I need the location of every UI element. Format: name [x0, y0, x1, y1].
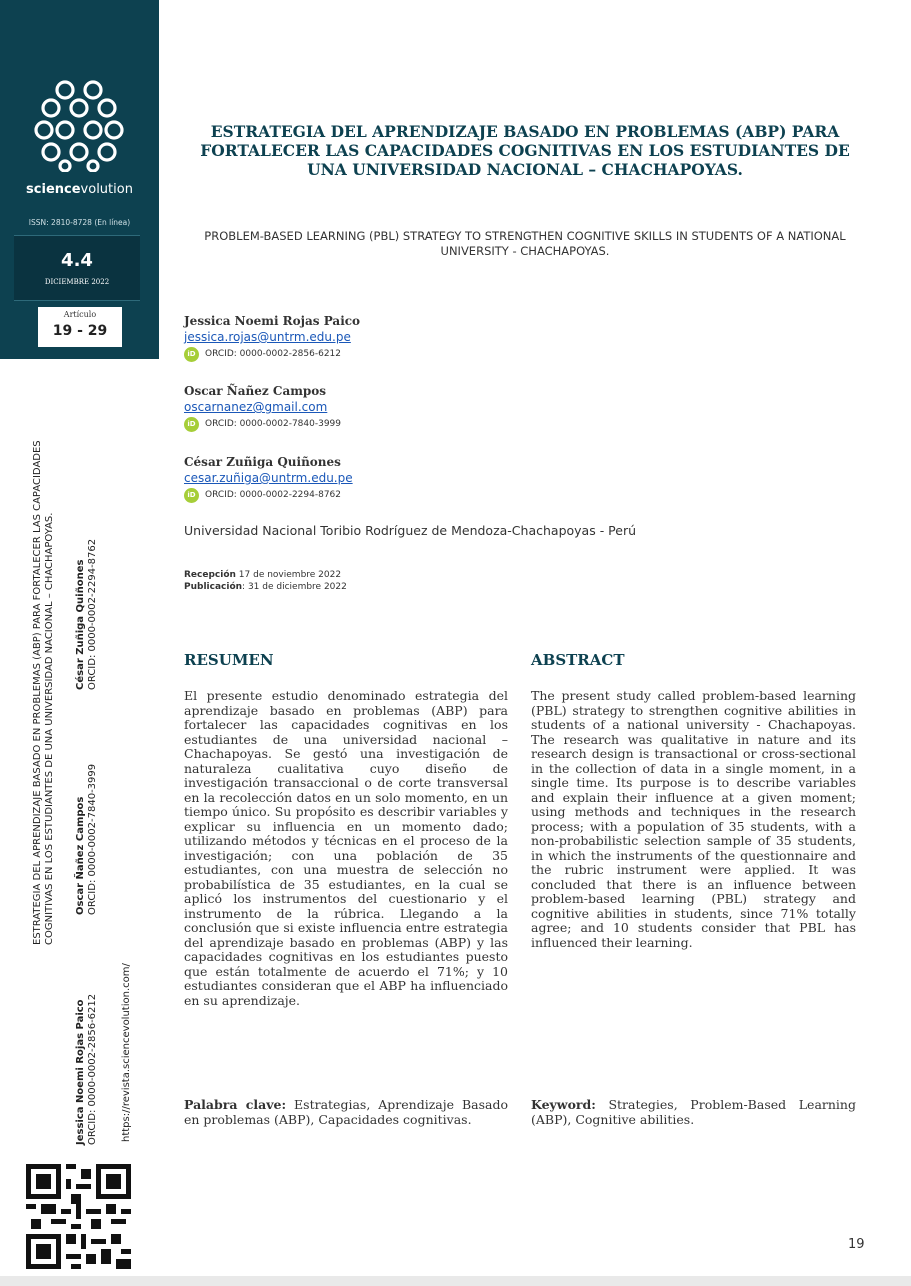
abstract-text: The present study called problem-based learning (PBL) strategy to strengthen cognitive abilities in students of a national university - Chachapoyas. The research was qualitative in nature and its research design is transactional or cross-sectional in the collection of data in a single moment, in a single time. Its purpose is to describe variables and explain their influence at a given moment; using methods and techniques in the research process; with a population of 35 students, with a non-probabilistic selection sample of 35 students, in which the instruments of the questionnaire and the rubric instrument were applied. It was concluded that there is an influence between problem-based learning (PBL) strategy and cognitive abilities in students, since 71% totally agree; and 10 students consider that PBL has influenced their learning. [531, 688, 856, 950]
resumen-text: El presente estudio denominado estrategia del aprendizaje basado en problemas (ABP) para fortalecer las capacidades cognitivas en los estudiantes de una universidad nacional – Chachapoyas. Se gestó una investigación de naturaleza cualitativa cuyo diseño de investigación transaccional o de corte transversal en la recolección datos en un solo momento, en un tiempo único. Su propósito es describir variables y explicar su influencia en un momento dado; utilizando métodos y técnicas en el proceso de la investigación; con una población de 35 estudiantes, con una muestra de selección no probabilística de 35 estudiantes, en la cual se aplicó los instrumentos del cuestionario y el instrumento de la rúbrica. Llegando a la conclusión que si existe influencia entre estrategia del aprendizaje basado en problemas (ABP) y las capacidades cognitivas en los estudiantes puesto que están totalmente de acuerdo el 71%; y 10 estudiantes consideran que el ABP ha influenciado en su aprendizaje. [184, 688, 508, 1008]
abstract-heading: ABSTRACT [531, 651, 625, 669]
author-name: Jessica Noemi Rojas Paico [184, 314, 361, 328]
affiliation: Universidad Nacional Toribio Rodríguez de Mendoza-Chachapoyas - Perú [184, 523, 637, 538]
author-orcid: iD ORCID: 0000-0002-2294-8762 [184, 487, 353, 503]
vertical-author-name: Oscar Ñañez Campos [75, 796, 86, 915]
author-name: Oscar Ñañez Campos [184, 384, 327, 398]
author-email-link[interactable]: cesar.zuñiga@untrm.edu.pe [184, 471, 353, 485]
paper-title: ESTRATEGIA DEL APRENDIZAJE BASADO EN PROBLEMAS (ABP) PARA FORTALECER LAS CAPACIDADES COGNITIVAS EN LOS ESTUDIANTES DE UNA UNIVERSIDAD NACIONAL – CHACHAPOYAS. [200, 122, 850, 179]
volume-box [14, 235, 140, 301]
author-block [184, 383, 341, 432]
volume-number: 4.4 [61, 250, 93, 271]
resumen-heading: RESUMEN [184, 651, 274, 669]
vertical-author-orcid: ORCID: 0000-0002-2294-8762 [87, 538, 98, 690]
article-pages: 19 - 29 [52, 323, 108, 339]
journal-url[interactable]: https://revista.sciencevolution.com/ [121, 963, 132, 1142]
orcid-icon[interactable]: iD [184, 417, 199, 432]
author-block [184, 454, 353, 503]
article-label: Artículo [63, 310, 97, 319]
orcid-icon[interactable]: iD [184, 488, 199, 503]
page-number: 19 [848, 1237, 865, 1252]
journal-sidebar [0, 0, 159, 359]
orcid-icon[interactable]: iD [184, 347, 199, 362]
author-block [184, 313, 360, 362]
author-name: César Zuñiga Quiñones [184, 455, 341, 469]
vertical-title-line-2: COGNITIVAS EN LOS ESTUDIANTES DE UNA UNIVERSIDAD NACIONAL – CHACHAPOYAS. [44, 512, 55, 945]
vertical-title-line-1: ESTRATEGIA DEL APRENDIZAJE BASADO EN PROBLEMAS (ABP) PARA FORTALECER LAS CAPACIDADES [32, 440, 43, 945]
paper-subtitle: PROBLEM-BASED LEARNING (PBL) STRATEGY TO STRENGTHEN COGNITIVE SKILLS IN STUDENTS OF A NATIONAL UNIVERSITY - CHACHAPOYAS. [204, 229, 846, 258]
resumen-keywords: Palabra clave: Estrategias, Aprendizaje Basado en problemas (ABP), Capacidades cognitivas. [184, 1097, 509, 1127]
page-bottom-edge [0, 1276, 911, 1286]
author-orcid: iD ORCID: 0000-0002-7840-3999 [184, 416, 341, 432]
qr-code-icon [26, 1164, 131, 1269]
article-pages-box [38, 307, 122, 347]
publication-dates: Recepción 17 de noviembre 2022 Publicación: 31 de diciembre 2022 [184, 570, 347, 592]
vertical-author-orcid: ORCID: 0000-0002-2856-6212 [87, 993, 98, 1145]
author-email-link[interactable]: oscarnanez@gmail.com [184, 400, 328, 414]
vertical-author-name: César Zuñiga Quiñones [75, 559, 86, 690]
vertical-author-name: Jessica Noemi Rojas Paico [75, 999, 86, 1145]
abstract-keywords: Keyword: Strategies, Problem-Based Learning (ABP), Cognitive abilities. [531, 1097, 856, 1127]
journal-brand: sciencevolution [26, 182, 133, 197]
sciencevolution-logo-icon [32, 78, 126, 172]
author-orcid: iD ORCID: 0000-0002-2856-6212 [184, 346, 360, 362]
vertical-author-orcid: ORCID: 0000-0002-7840-3999 [87, 763, 98, 915]
author-email-link[interactable]: jessica.rojas@untrm.edu.pe [184, 330, 351, 344]
issn-label: ISSN: 2810-8728 (En línea) [28, 218, 131, 227]
volume-date: DICIEMBRE 2022 [44, 278, 110, 286]
